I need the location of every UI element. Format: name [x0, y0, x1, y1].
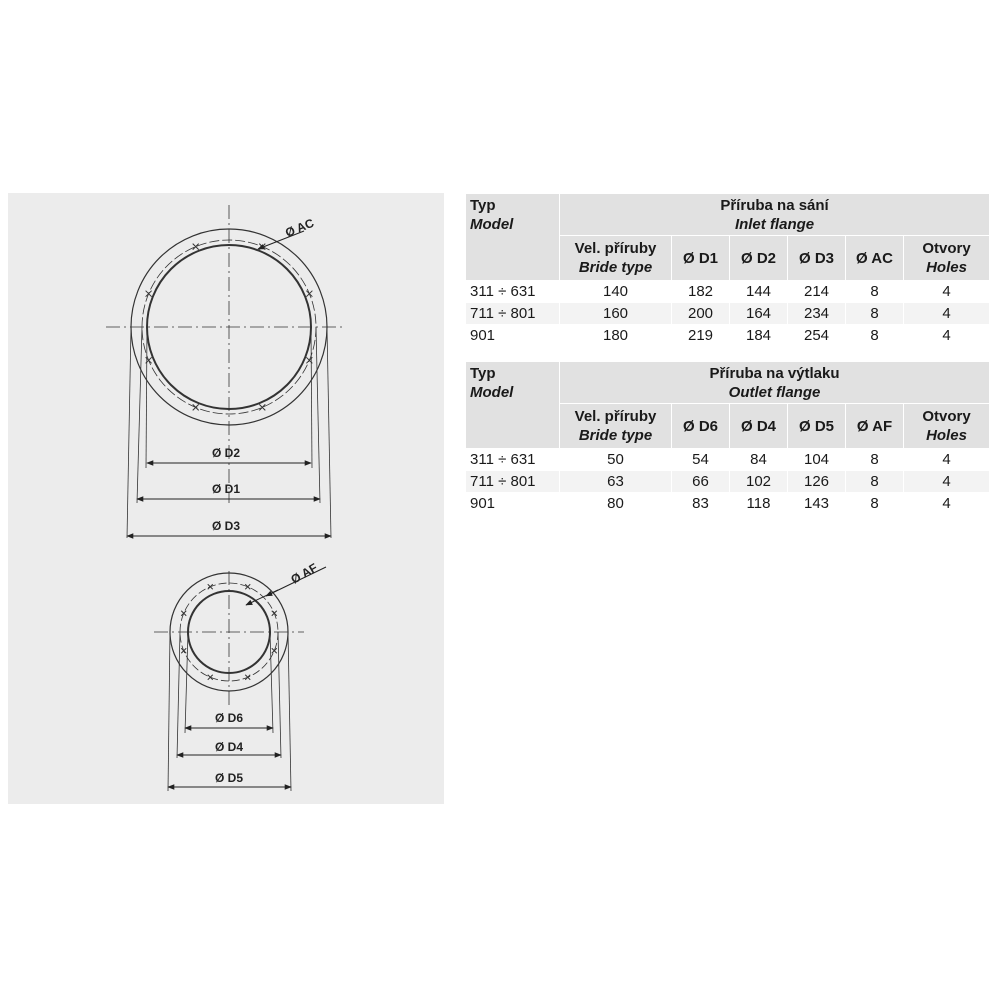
column-header: Ø AC [846, 236, 904, 281]
table-cell: 50 [560, 449, 672, 471]
model-cell: 901 [466, 325, 560, 347]
table-cell: 234 [788, 303, 846, 325]
typ-label: Typ [470, 365, 496, 382]
table-cell: 104 [788, 449, 846, 471]
outlet-flange-title-en: Outlet flange [728, 383, 821, 401]
typ-model-header [466, 194, 560, 281]
table-row [466, 493, 990, 515]
table-cell: 254 [788, 325, 846, 347]
column-header: Ø D1 [672, 236, 730, 281]
table-cell: 8 [846, 281, 904, 303]
flange-drawing-panel [8, 193, 444, 804]
typ-label: Typ [470, 197, 496, 214]
af-label: Ø AF [288, 560, 320, 587]
model-cell: 311 ÷ 631 [466, 449, 560, 471]
table-cell: 8 [846, 471, 904, 493]
column-header: Ø AF [846, 404, 904, 449]
d4-label: Ø D4 [214, 740, 244, 754]
column-header: Ø D3 [788, 236, 846, 281]
table-cell: 83 [672, 493, 730, 515]
typ-model-header [466, 362, 560, 449]
table-cell: 126 [788, 471, 846, 493]
table-cell: 182 [672, 281, 730, 303]
table-cell: 84 [730, 449, 788, 471]
table-cell: 8 [846, 325, 904, 347]
d2-label: Ø D2 [211, 446, 241, 460]
model-cell: 711 ÷ 801 [466, 471, 560, 493]
d6-label: Ø D6 [214, 711, 244, 725]
table-cell: 8 [846, 493, 904, 515]
table-row [466, 325, 990, 347]
table-cell: 4 [904, 471, 990, 493]
table-cell: 8 [846, 303, 904, 325]
d3-label: Ø D3 [211, 519, 241, 533]
table-cell: 4 [904, 493, 990, 515]
column-header: Vel. příruby Bride type [560, 404, 672, 449]
table-cell: 102 [730, 471, 788, 493]
model-cell: 311 ÷ 631 [466, 281, 560, 303]
inlet-flange-table [465, 193, 990, 347]
table-row [466, 303, 990, 325]
model-label: Model [470, 216, 514, 233]
table-cell: 184 [730, 325, 788, 347]
table-cell: 143 [788, 493, 846, 515]
outlet-flange-group-header [560, 362, 990, 404]
model-label: Model [470, 384, 514, 401]
table-row [466, 471, 990, 493]
table-cell: 144 [730, 281, 788, 303]
table-cell: 54 [672, 449, 730, 471]
column-header: Ø D4 [730, 404, 788, 449]
table-cell: 180 [560, 325, 672, 347]
table-cell: 200 [672, 303, 730, 325]
ac-label: Ø AC [283, 215, 316, 240]
column-header: Ø D2 [730, 236, 788, 281]
table-cell: 164 [730, 303, 788, 325]
table-cell: 63 [560, 471, 672, 493]
column-header: Ø D5 [788, 404, 846, 449]
table-cell: 140 [560, 281, 672, 303]
outlet-flange-table [465, 361, 990, 515]
outlet-flange-drawing [154, 567, 326, 791]
column-header: Vel. příruby Bride type [560, 236, 672, 281]
model-cell: 901 [466, 493, 560, 515]
table-cell: 66 [672, 471, 730, 493]
table-cell: 4 [904, 303, 990, 325]
table-cell: 118 [730, 493, 788, 515]
column-header: Otvory Holes [904, 404, 990, 449]
table-cell: 4 [904, 325, 990, 347]
column-header: Ø D6 [672, 404, 730, 449]
table-cell: 219 [672, 325, 730, 347]
inlet-flange-title-en: Inlet flange [734, 215, 815, 233]
table-row [466, 449, 990, 471]
d1-label: Ø D1 [211, 482, 241, 496]
outlet-flange-title: Příruba na výtlaku [709, 364, 840, 382]
inlet-flange-group-header [560, 194, 990, 236]
table-row [466, 281, 990, 303]
table-cell: 214 [788, 281, 846, 303]
table-cell: 80 [560, 493, 672, 515]
model-cell: 711 ÷ 801 [466, 303, 560, 325]
table-cell: 160 [560, 303, 672, 325]
column-header: Otvory Holes [904, 236, 990, 281]
inlet-flange-title: Příruba na sání [720, 196, 829, 214]
table-cell: 4 [904, 449, 990, 471]
table-cell: 8 [846, 449, 904, 471]
flange-drawing [8, 193, 444, 804]
table-cell: 4 [904, 281, 990, 303]
d5-label: Ø D5 [214, 771, 244, 785]
